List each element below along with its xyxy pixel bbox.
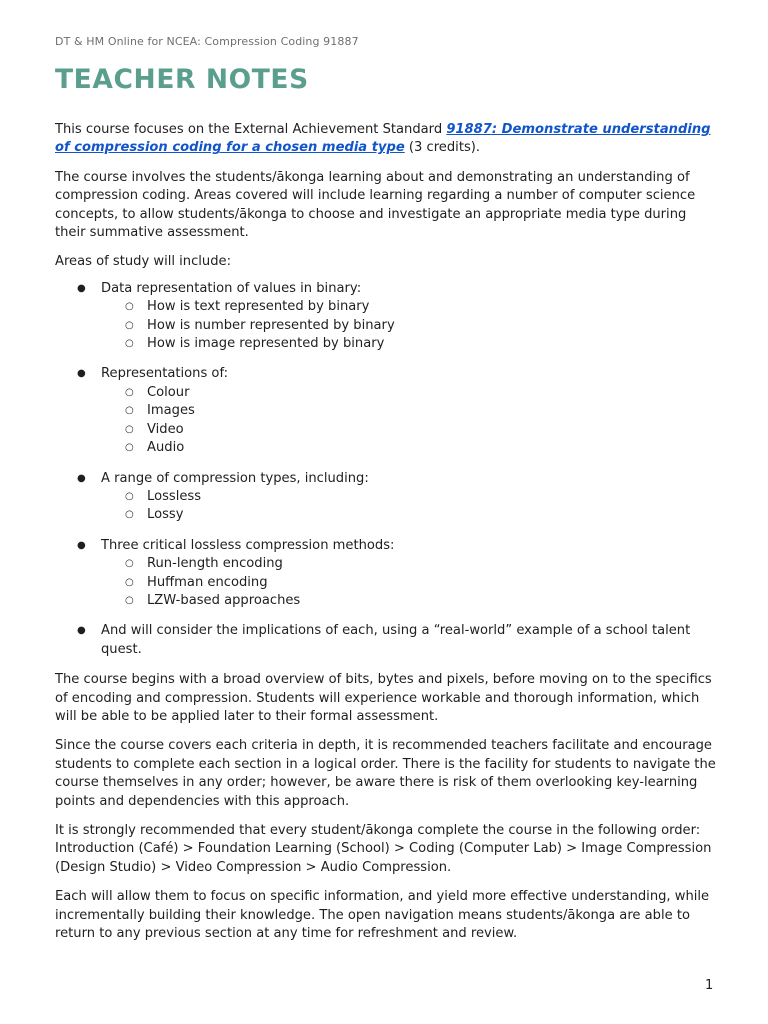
list-item [55,280,720,354]
closing-paragraph: Each will allow them to focus on specific information, and yield more effective understanding, while incrementally building their knowledge. The open navigation means students/ākonga are able to return to any previous section at any time for refreshment and review. [55,889,710,942]
sub-list-item: ○ Lossless [101,488,720,506]
sub-list [101,555,720,610]
list-item-label: ● Representations of: [101,366,228,382]
sub-list-item: ○ Run-length encoding [101,555,720,573]
sub-list-item: ○ Huffman encoding [101,574,720,592]
order-recommendation-paragraph: Since the course covers each criteria in depth, it is recommended teachers facilitate and encourage students to complete each section in a logical order. There is the facility for students to navigate the course themselves in any order; however, be aware there is risk of them overlooking key-learning points and dependencies with this approach. [55,738,716,809]
sub-list-item: ○ Video [101,421,720,439]
sub-list-item: ○ Colour [101,384,720,402]
document-body [55,121,720,954]
list-item [55,537,720,611]
list-item [55,365,720,457]
list-item-label: ● Data representation of values in binary: [101,280,362,296]
overview-paragraph: The course begins with a broad overview of bits, bytes and pixels, before moving on to the specifics of encoding and compression. Students will experience workable and thorough information, which will be able to be applied later to their formal assessment. [55,672,712,724]
intro-paragraph [55,121,720,158]
list-item [55,622,720,659]
involves-paragraph: The course involves the students/ākonga learning about and demonstrating an understanding of compression coding. Areas covered will include learning regarding a number of computer science concepts, to allow students/ākonga to choose and investigate an appropriate media type during their summative assessment. [55,169,696,241]
list-item-label: ● Three critical lossless compression methods: [101,537,395,553]
list-item-label: ● A range of compression types, including: [101,470,369,486]
areas-list [55,280,720,659]
list-item [55,470,720,525]
page-header: DT & HM Online for NCEA: Compression Coding 91887 [55,35,359,48]
sub-list [101,384,720,458]
sub-list-item: ○ Audio [101,439,720,457]
areas-heading: Areas of study will include: [55,254,232,270]
sub-list [101,488,720,525]
sub-list-item: ○ Images [101,402,720,420]
sub-list-item: ○ How is number represented by binary [101,317,720,335]
intro-before: This course focuses on the External Achievement Standard [55,122,447,137]
sub-list-item: ○ How is image represented by binary [101,335,720,353]
sub-list-item: ○ How is text represented by binary [101,298,720,316]
sub-list [101,298,720,353]
sub-list-item: ○ Lossy [101,506,720,524]
sub-list-item: ○ LZW-based approaches [101,592,720,610]
intro-after: (3 credits). [404,140,481,156]
page-number: 1 [705,978,714,993]
standard-link[interactable]: 91887: Demonstrate understanding of compression coding for a chosen media type [55,122,711,156]
list-item-label: ● And will consider the implications of each, using a “real-world” example of a school talent quest. [101,623,691,657]
page-title: TEACHER NOTES [55,64,309,95]
course-order-paragraph: It is strongly recommended that every student/ākonga complete the course in the following order: Introduction (Café) > Foundation Learning (School) > Coding (Computer Lab) > Image Compression (Design Studio) > Video Compression > Audio Compression. [55,823,712,875]
